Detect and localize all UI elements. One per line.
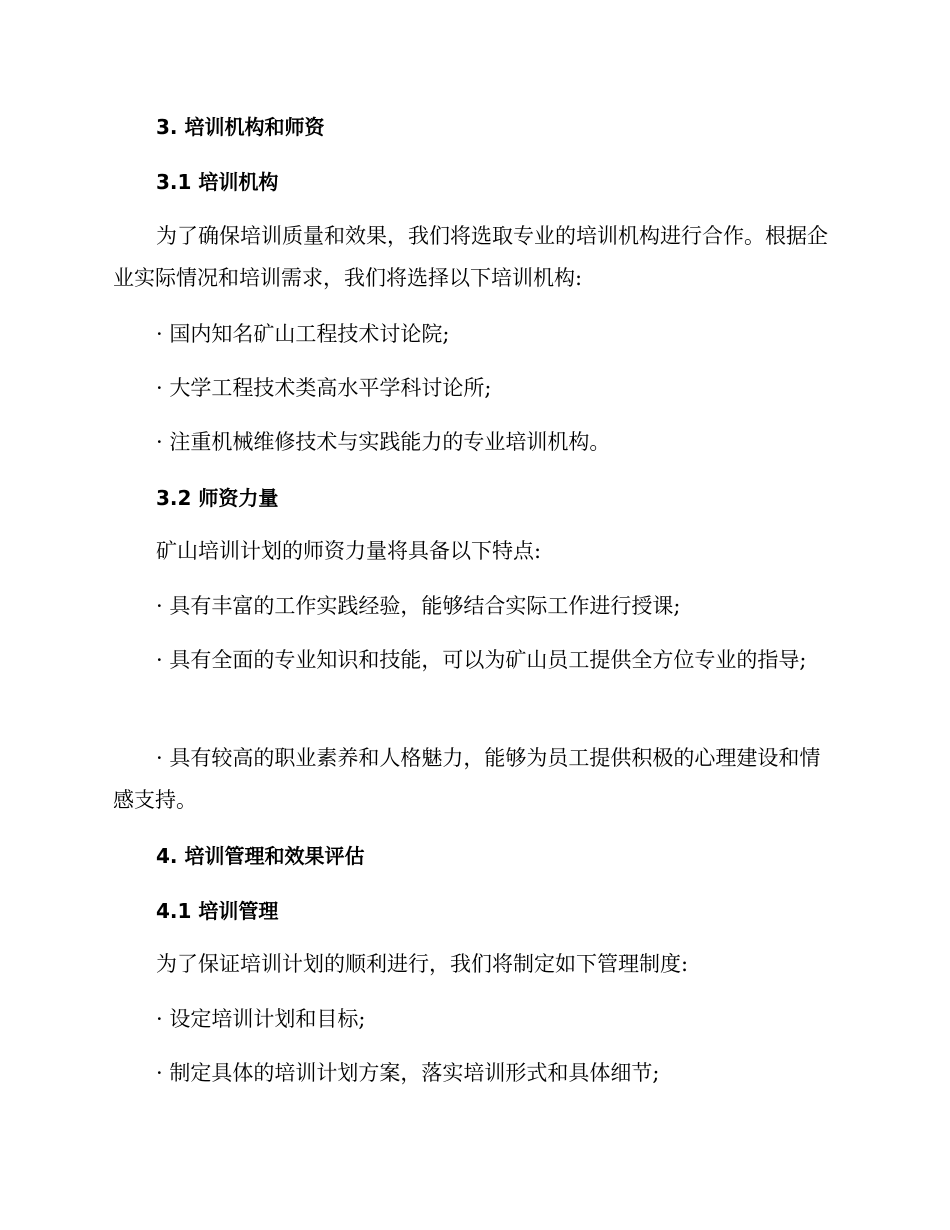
- section-heading-4: 4. 培训管理和效果评估: [156, 844, 365, 868]
- paragraph-institutions: 为了确保培训质量和效果，我们将选取专业的培训机构进行合作。根据企业实际情况和培训需求，我们将选择以下培训机构:: [113, 224, 828, 290]
- list-item: · 具有全面的专业知识和技能，可以为矿山员工提供全方位专业的指导;: [156, 648, 807, 672]
- paragraph-management: 为了保证培训计划的顺利进行，我们将制定如下管理制度:: [156, 952, 689, 976]
- list-item: · 大学工程技术类高水平学科讨论所;: [156, 376, 492, 400]
- section-heading-3: 3. 培训机构和师资: [156, 115, 325, 139]
- list-item: · 具有较高的职业素养和人格魅力，能够为员工提供积极的心理建设和情感支持。: [113, 746, 821, 812]
- list-item: · 具有丰富的工作实践经验，能够结合实际工作进行授课;: [156, 594, 681, 618]
- list-item: · 国内知名矿山工程技术讨论院;: [156, 322, 450, 346]
- paragraph-faculty: 矿山培训计划的师资力量将具备以下特点:: [156, 539, 542, 563]
- subsection-heading-3-2: 3.2 师资力量: [156, 486, 279, 510]
- list-item: · 注重机械维修技术与实践能力的专业培训机构。: [156, 430, 611, 454]
- subsection-heading-3-1: 3.1 培训机构: [156, 170, 279, 194]
- subsection-heading-4-1: 4.1 培训管理: [156, 899, 279, 923]
- list-item: · 制定具体的培训计划方案，落实培训形式和具体细节;: [156, 1061, 660, 1085]
- list-item: · 设定培训计划和目标;: [156, 1007, 366, 1031]
